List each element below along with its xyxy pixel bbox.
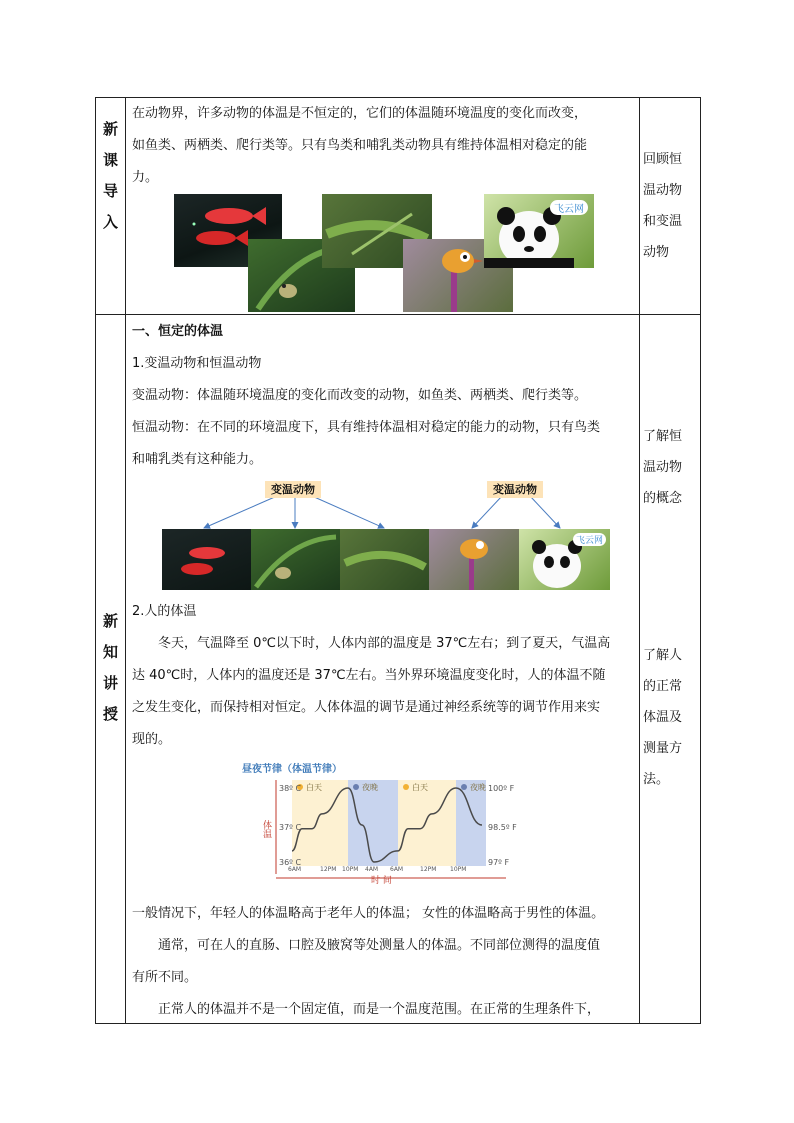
subheading-1: 1.变温动物和恒温动物 — [132, 356, 262, 371]
lecture-text-body: 2.人的体温 冬天，气温降至 0℃以下时，人体内部的温度是 37℃左右；到了夏天，气温高 达 40℃时，人体内的温度还是 37℃左右。当外界环境温度变化时，人的体温不随 之发生变化，而保持相对恒定。人体体温的调节是通过神经系统等的调节作用来实 现的。 — [132, 596, 638, 756]
lecture-text-bottom: 一般情况下，年轻人的体温略高于老年人的体温； 女性的体温略高于男性的体温。 通常，可在人的直肠、口腔及腋窝等处测量人的体温。不同部位测得的温度值 有所不同。 正常人的体温并不是一个固定值，而是一个温度范围。在正常的生理条件下， — [132, 898, 638, 1026]
frog-illustration — [251, 529, 340, 590]
diagram-bird-photo — [429, 529, 519, 590]
x-tick: 6AM — [288, 866, 302, 873]
lizard-illustration — [340, 529, 429, 590]
column-divider — [639, 98, 640, 1023]
side-note-temperature: 了解人 的正常 体温及 测量方 法。 — [643, 648, 683, 787]
circadian-chart-svg — [236, 758, 526, 888]
diagram-panda-photo — [519, 529, 610, 590]
diagram-frog-photo — [251, 529, 340, 590]
label-variable-animals: 变温动物 — [265, 481, 321, 498]
bird-illustration — [429, 529, 519, 590]
fish-illustration — [162, 529, 251, 590]
band-label: 白天 — [306, 783, 322, 792]
section-title-intro: 新 课 导 入 — [102, 120, 118, 231]
label-right-group: 变温动物 — [487, 481, 543, 498]
band-label: 白天 — [412, 783, 428, 792]
y-tick-right: 97º F — [488, 858, 510, 867]
x-tick: 12PM — [320, 866, 337, 873]
lecture-text-top: 一、恒定的体温 1.变温动物和恒温动物 变温动物：体温随环境温度的变化而改变的动物，如鱼类、两栖类、爬行类等。 恒温动物：在不同的环境温度下，具有维持体温相对稳定的能力的动物，只有鸟类 和哺乳类有这种能力。 — [132, 316, 638, 476]
subheading-2: 2.人的体温 — [132, 604, 197, 619]
circadian-chart — [236, 758, 526, 888]
y-tick-left: 38º C — [279, 784, 302, 793]
diagram-fish-photo — [162, 529, 251, 590]
row-divider — [96, 314, 700, 315]
side-note-concept: 了解恒 温动物 的概念 — [643, 429, 683, 506]
band-label: 夜晚 — [470, 783, 486, 792]
band-night — [456, 780, 486, 866]
definition-constant: 恒温动物：在不同的环境温度下，具有维持体温相对稳定的能力的动物，只有鸟类 — [132, 420, 601, 435]
classification-diagram — [162, 476, 610, 592]
y-axis-label: 体温 — [261, 820, 271, 838]
column-divider — [125, 98, 126, 1023]
sun-icon — [403, 784, 409, 790]
diagram-lizard-photo — [340, 529, 429, 590]
x-tick: 12PM — [420, 866, 437, 873]
x-tick: 4AM — [365, 866, 379, 873]
y-tick-left: 37º C — [279, 823, 302, 832]
panda-photo — [484, 194, 594, 268]
intro-text: 在动物界，许多动物的体温是不恒定的，它们的体温随环境温度的变化而改变， 如鱼类、两栖类、爬行类等。只有鸟类和哺乳类动物具有维持体温相对稳定的能 力。 — [132, 106, 588, 185]
moon-icon — [461, 784, 467, 790]
moon-icon — [353, 784, 359, 790]
section-title-lecture: 新 知 讲 授 — [102, 612, 118, 723]
x-axis-label: 时 间 — [371, 876, 392, 886]
y-tick-left: 36º C — [279, 858, 302, 867]
watermark-badge: 飞云网 — [573, 533, 606, 546]
y-tick-right: 98.5º F — [488, 823, 517, 832]
intro-side-note: 回顾恒 温动物 和变温 动物 — [643, 152, 683, 260]
y-tick-right: 100º F — [488, 784, 515, 793]
lesson-table — [95, 97, 701, 1024]
x-tick: 10PM — [450, 866, 467, 873]
x-tick: 10PM — [342, 866, 359, 873]
definition-variable: 变温动物：体温随环境温度的变化而改变的动物，如鱼类、两栖类、爬行类等。 — [132, 388, 588, 403]
x-tick: 6AM — [390, 866, 404, 873]
lecture-heading: 一、恒定的体温 — [132, 324, 224, 339]
band-day — [398, 780, 456, 866]
chart-title: 昼夜节律（体温节律） — [242, 764, 342, 775]
band-label: 夜晚 — [362, 783, 378, 792]
paragraph-age-gender: 一般情况下，年轻人的体温略高于老年人的体温； 女性的体温略高于男性的体温。 — [132, 906, 605, 921]
watermark-badge: 飞云网 — [550, 200, 588, 215]
